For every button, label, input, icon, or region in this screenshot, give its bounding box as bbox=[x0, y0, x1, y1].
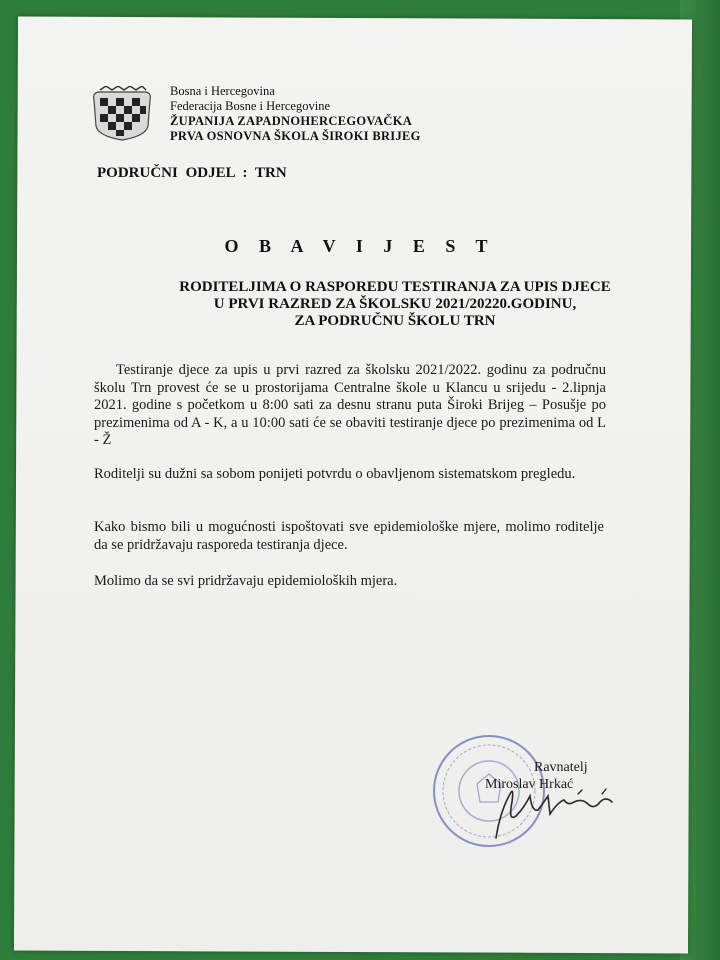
paragraph-testing-schedule: Testiranje djece za upis u prvi razred za školsku 2021/2022. godinu za područnu školu Trn provest će se u prostorijama Centralne škole u Klancu u srijedu - 2.lipnja 2021. godine s početkom u 8:00 sati za desnu stranu puta Široki Brijeg – Posušje po prezimenima od A - K, a u 10:00 sati će se obaviti testiranje djece po prezimenima od L - Ž bbox=[94, 362, 606, 448]
paragraph-closing-request: Molimo da se svi pridržavaju epidemioloških mjera. bbox=[94, 573, 398, 589]
notice-title: O B A V I J E S T bbox=[224, 236, 496, 256]
subtitle-line-2: U PRVI RAZRED ZA ŠKOLSKU 2021/20220.GODINU, bbox=[213, 296, 577, 312]
paragraph-medical-certificate: Roditelji su dužni sa sobom ponijeti potvrdu o obavljenom sistematskom pregledu. bbox=[94, 466, 576, 482]
school-line: PRVA OSNOVNA ŠKOLA ŠIROKI BRIJEG bbox=[170, 129, 421, 143]
signatory-title: Ravnatelj bbox=[534, 760, 588, 775]
paragraph-epidemiological-measures: Kako bismo bili u mogućnosti ispoštovati sve epidemiološke mjere, molimo roditelje da se pridržavaju rasporeda testiranja djece. bbox=[94, 519, 604, 553]
institution-lines bbox=[170, 84, 421, 144]
county-line: ŽUPANIJA ZAPADNOHERCEGOVAČKA bbox=[170, 114, 413, 128]
department-label: PODRUČNI ODJEL : TRN bbox=[97, 165, 287, 181]
checkered-crest-icon bbox=[90, 86, 154, 142]
subtitle-line-1: RODITELJIMA O RASPOREDU TESTIRANJA ZA UPIS DJECE bbox=[179, 279, 611, 295]
signatory-name: Miroslav Hrkać bbox=[485, 777, 574, 792]
federation-line: Federacija Bosne i Hercegovine bbox=[170, 99, 331, 113]
country-line: Bosna i Hercegovina bbox=[170, 84, 275, 98]
institution-header bbox=[90, 84, 690, 144]
subtitle-line-3: ZA PODRUČNU ŠKOLU TRN bbox=[294, 313, 496, 329]
notice-subtitle bbox=[100, 279, 690, 330]
handwritten-signature-icon bbox=[478, 772, 628, 842]
